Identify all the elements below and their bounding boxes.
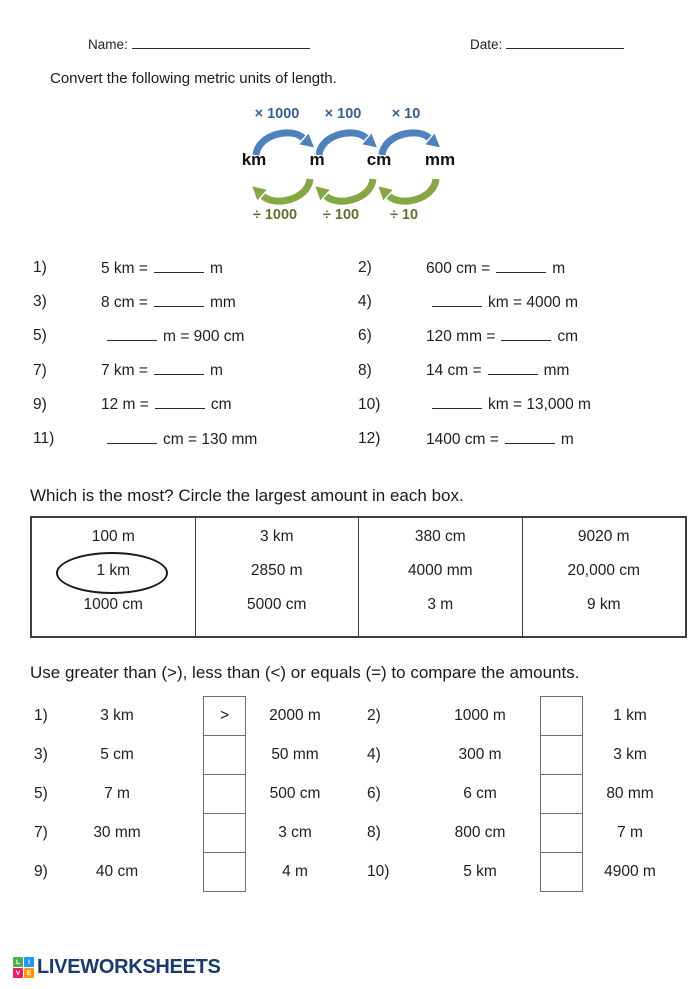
conversion-problems-left: [33, 251, 343, 456]
problem-text: m: [560, 430, 574, 448]
divide-arrow-icon: [251, 176, 315, 208]
amount: 4 m: [282, 863, 308, 880]
compare-section-heading: Use greater than (>), less than (<) or equals (=) to compare the amounts.: [30, 663, 580, 682]
problem-text: km = 4000 m: [488, 293, 579, 311]
unit-cm: cm: [366, 150, 392, 169]
answer-blank[interactable]: [501, 327, 551, 341]
conversion-problem: [33, 388, 343, 422]
amount-box: [195, 518, 359, 636]
date-input-line[interactable]: [506, 36, 624, 49]
most-section-heading: Which is the most? Circle the largest amount in each box.: [30, 486, 464, 505]
answer-blank[interactable]: [155, 395, 205, 409]
conversion-problem: [33, 354, 343, 388]
amount: 500 cm: [269, 785, 321, 802]
conversion-problem: [358, 354, 688, 388]
unit-m: m: [309, 150, 325, 169]
answer-blank[interactable]: [107, 327, 157, 341]
problem-number: 7): [34, 824, 48, 841]
problem-number: 3): [34, 746, 48, 763]
amount-option[interactable]: 1000 cm: [83, 596, 143, 613]
amount: 5 cm: [100, 746, 134, 763]
answer-blank[interactable]: [505, 430, 555, 444]
amount: 3 cm: [278, 824, 312, 841]
answer-blank[interactable]: [107, 430, 157, 444]
problem-text: mm: [209, 293, 236, 311]
problem-number: 1): [34, 707, 48, 724]
problem-text: cm = 130 mm: [163, 430, 258, 448]
problem-number: 6): [367, 785, 381, 802]
amount: 1 km: [613, 707, 647, 724]
problem-text: 5 km =: [101, 259, 148, 277]
comparison-row: [30, 735, 675, 774]
problem-number: 1): [33, 259, 47, 277]
amount: 6 cm: [463, 785, 497, 802]
logo-square-v: V: [13, 968, 23, 978]
problem-number: 2): [367, 707, 381, 724]
conversion-problem: [358, 319, 688, 353]
amount: 300 m: [458, 746, 502, 763]
amount-option[interactable]: 3 km: [259, 528, 294, 545]
amount: 50 mm: [271, 746, 319, 763]
conversion-problem: [33, 285, 343, 319]
problem-number: 7): [33, 361, 47, 379]
date-field-group: [470, 36, 624, 52]
answer-blank[interactable]: [154, 259, 204, 273]
logo-square-e: E: [24, 968, 34, 978]
comparison-row: [30, 696, 675, 735]
problem-text: 600 cm =: [426, 259, 491, 277]
name-label: Name:: [88, 37, 128, 52]
circle-annotation: [56, 552, 168, 594]
problem-text: mm: [543, 362, 570, 380]
problem-text: 12 m =: [101, 396, 149, 414]
amount-box: [358, 518, 522, 636]
amount: 1000 m: [454, 707, 506, 724]
problem-number: 3): [33, 293, 47, 311]
amount-option[interactable]: 9 km: [586, 596, 621, 613]
liveworksheets-icon: [13, 957, 34, 978]
problem-text: cm: [210, 396, 232, 414]
amount: 80 mm: [606, 785, 654, 802]
amount-option[interactable]: 9020 m: [577, 528, 630, 545]
conversion-problem: [358, 388, 688, 422]
answer-blank[interactable]: [432, 395, 482, 409]
amount: 4900 m: [604, 863, 656, 880]
answer-box[interactable]: >: [203, 696, 246, 736]
unit-km: km: [241, 150, 267, 169]
amount: 800 cm: [454, 824, 506, 841]
liveworksheets-logo[interactable]: [13, 956, 221, 979]
name-input-line[interactable]: [132, 36, 310, 49]
answer-blank[interactable]: [154, 293, 204, 307]
problem-number: 12): [358, 430, 381, 448]
amount-option[interactable]: 380 cm: [414, 528, 466, 545]
section1-instruction: Convert the following metric units of length.: [50, 70, 337, 87]
problem-text: 8 cm =: [101, 293, 148, 311]
conversion-problem: [358, 422, 688, 456]
amount-option[interactable]: 3 m: [427, 596, 454, 613]
multiply-10-label: × 10: [391, 106, 421, 122]
problem-text: 14 cm =: [426, 362, 482, 380]
conversion-problem: [33, 422, 343, 456]
brand-name: LIVEWORKSHEETS: [37, 956, 221, 978]
problem-number: 11): [33, 430, 55, 448]
comparison-section: [30, 696, 675, 894]
divide-arrow-icon: [314, 176, 378, 208]
logo-square-i: I: [24, 957, 34, 967]
date-label: Date:: [470, 37, 503, 52]
problem-text: m = 900 cm: [163, 327, 245, 345]
unit-conversion-diagram: [237, 106, 469, 230]
divide-100-label: ÷ 100: [322, 207, 360, 223]
amount-option-circled[interactable]: 1 km: [96, 562, 131, 579]
amount: 7 m: [617, 824, 643, 841]
problem-number: 5): [34, 785, 48, 802]
amount: 3 km: [100, 707, 134, 724]
amount: 40 cm: [95, 863, 139, 880]
conversion-problem: [358, 285, 688, 319]
amount-option[interactable]: 4000 mm: [407, 562, 473, 579]
problem-number: 2): [358, 259, 372, 277]
divide-arrow-icon: [377, 176, 441, 208]
multiply-1000-label: × 1000: [254, 106, 300, 122]
problem-number: 10): [367, 863, 390, 880]
amount: 30 mm: [93, 824, 141, 841]
answer-blank[interactable]: [488, 361, 538, 375]
amount-option[interactable]: 5000 cm: [247, 596, 307, 613]
conversion-problems-right: [358, 251, 688, 456]
problem-text: 1400 cm =: [426, 430, 499, 448]
amount: 3 km: [613, 746, 647, 763]
answer-blank[interactable]: [154, 361, 204, 375]
problem-number: 10): [358, 395, 381, 413]
amount-option[interactable]: 100 m: [91, 528, 135, 545]
answer-blank[interactable]: [496, 259, 546, 273]
amount: 5 km: [463, 863, 497, 880]
conversion-problem: [33, 251, 343, 285]
amount: 2000 m: [269, 707, 321, 724]
problem-number: 6): [358, 327, 372, 345]
problem-text: m: [209, 362, 223, 380]
amount-option[interactable]: 2850 m: [250, 562, 303, 579]
problem-text: m: [209, 259, 223, 277]
problem-number: 9): [34, 863, 48, 880]
problem-text: 120 mm =: [426, 327, 496, 345]
amount-option[interactable]: 20,000 cm: [567, 562, 640, 579]
amount: 7 m: [104, 785, 130, 802]
divide-1000-label: ÷ 1000: [252, 207, 298, 223]
problem-number: 4): [358, 293, 372, 311]
divide-10-label: ÷ 10: [389, 207, 419, 223]
problem-number: 8): [358, 361, 372, 379]
problem-number: 8): [367, 824, 381, 841]
conversion-problem: [33, 319, 343, 353]
conversion-problem: [358, 251, 688, 285]
name-field-group: [88, 36, 310, 52]
problem-text: km = 13,000 m: [488, 396, 591, 414]
unit-mm: mm: [424, 150, 456, 169]
multiply-100-label: × 100: [324, 106, 362, 122]
problem-text: m: [552, 259, 566, 277]
comparison-row: [30, 774, 675, 813]
logo-square-l: L: [13, 957, 23, 967]
problem-number: 9): [33, 395, 47, 413]
problem-number: 4): [367, 746, 381, 763]
problem-text: cm: [557, 327, 579, 345]
comparison-row: [30, 813, 675, 852]
problem-text: 7 km =: [101, 362, 148, 380]
comparison-row: [30, 852, 675, 891]
amount-box: [522, 518, 686, 636]
answer-blank[interactable]: [432, 293, 482, 307]
problem-number: 5): [33, 327, 47, 345]
